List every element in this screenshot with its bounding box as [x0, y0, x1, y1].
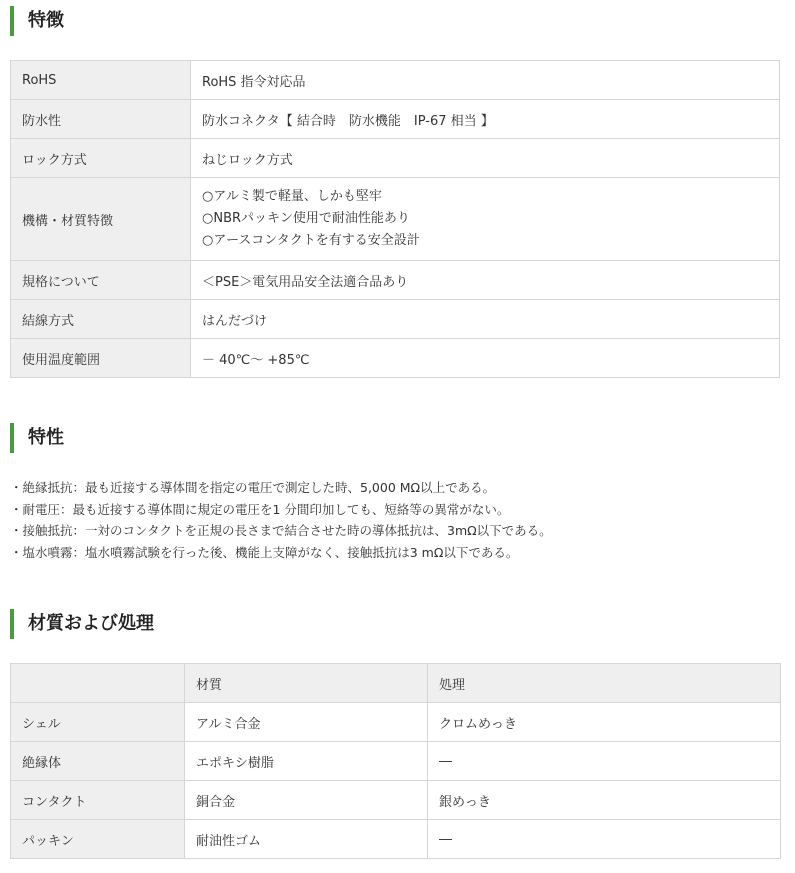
row-label: ロック方式 — [11, 139, 191, 178]
column-header-part — [11, 664, 185, 703]
treatment-cell: クロムめっき — [428, 703, 781, 742]
table-row — [11, 139, 780, 178]
materials-heading: 材質および処理 — [10, 609, 154, 639]
table-row — [11, 820, 781, 859]
list-item: ・塩水噴霧：塩水噴霧試験を行った後、機能上支障がなく、接触抵抗は3 mΩ以下である。 — [10, 545, 519, 561]
row-label: 機構・材質特徴 — [11, 178, 191, 261]
value-line: ○NBRパッキン使用で耐油性能あり — [202, 211, 410, 226]
table-row — [11, 61, 780, 100]
table-header-row — [11, 664, 781, 703]
materials-table — [10, 663, 781, 859]
column-header-treatment: 処理 — [428, 664, 781, 703]
material-cell: アルミ合金 — [185, 703, 428, 742]
table-row — [11, 742, 781, 781]
row-value: RoHS 指令対応品 — [191, 61, 780, 100]
list-item: ・絶縁抵抗：最も近接する導体間を指定の電圧で測定した時、5,000 MΩ以上である。 — [10, 480, 496, 495]
table-row — [11, 300, 780, 339]
row-label: 結線方式 — [11, 300, 191, 339]
list-item: ・耐電圧：最も近接する導体間に規定の電圧を1 分間印加しても、短絡等の異常がない。 — [10, 501, 510, 517]
row-value: ＜PSE＞電気用品安全法適合品あり — [191, 261, 780, 300]
material-cell: 銅合金 — [185, 781, 428, 820]
features-heading: 特徴 — [10, 6, 64, 36]
row-value: 防水コネクタ【 結合時 防水機能 IP-67 相当 】 — [191, 100, 780, 139]
treatment-cell: 銀めっき — [428, 781, 781, 820]
list-item: ・接触抵抗：一対のコンタクトを正規の長さまで結合させた時の導体抵抗は、3mΩ以下である。 — [10, 523, 552, 539]
table-row — [11, 261, 780, 300]
table-row — [11, 178, 780, 261]
material-cell: 耐油性ゴム — [185, 820, 428, 859]
row-label: 使用温度範囲 — [11, 339, 191, 378]
value-line: ○アースコンタクトを有する安全設計 — [202, 233, 420, 248]
row-value: ねじロック方式 — [191, 139, 780, 178]
row-label: 規格について — [11, 261, 191, 300]
features-table — [10, 60, 780, 378]
part-cell: 絶縁体 — [11, 742, 185, 781]
row-value: － 40℃～ +85℃ — [191, 339, 780, 378]
value-line: ○アルミ製で軽量、しかも堅牢 — [202, 189, 382, 204]
table-row — [11, 100, 780, 139]
treatment-cell: ― — [428, 742, 781, 781]
properties-heading: 特性 — [10, 423, 64, 453]
row-label: 防水性 — [11, 100, 191, 139]
table-row — [11, 703, 781, 742]
row-value: はんだづけ — [191, 300, 780, 339]
table-row — [11, 339, 780, 378]
table-row — [11, 781, 781, 820]
part-cell: パッキン — [11, 820, 185, 859]
row-label: RoHS — [11, 61, 191, 100]
part-cell: コンタクト — [11, 781, 185, 820]
treatment-cell: ― — [428, 820, 781, 859]
column-header-material: 材質 — [185, 664, 428, 703]
part-cell: シェル — [11, 703, 185, 742]
properties-list — [10, 477, 552, 564]
row-value — [191, 178, 780, 261]
material-cell: エポキシ樹脂 — [185, 742, 428, 781]
